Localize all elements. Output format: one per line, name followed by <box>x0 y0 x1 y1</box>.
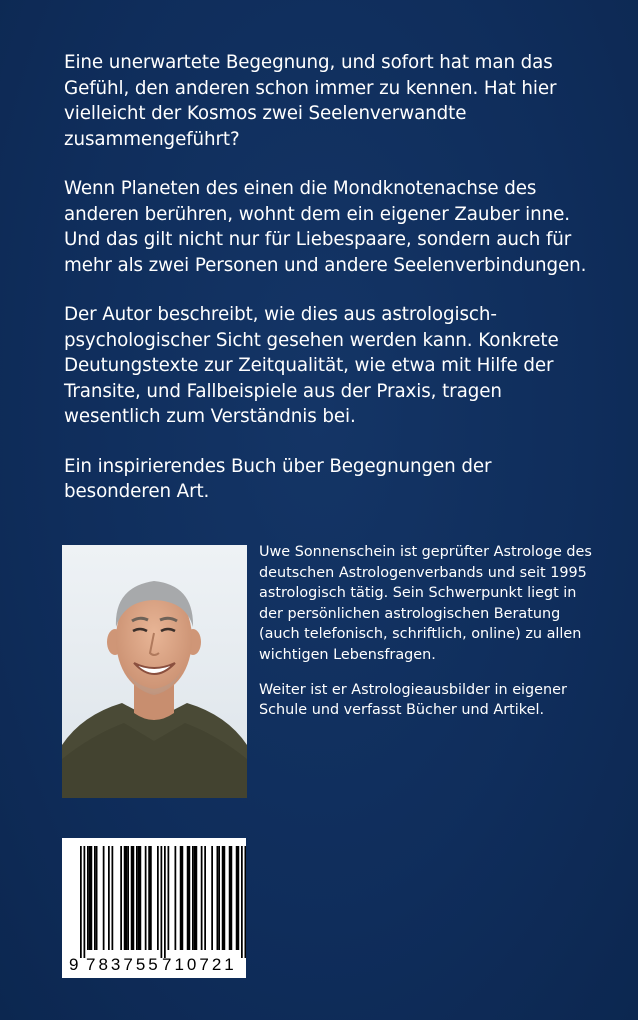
barcode-bar <box>196 846 198 950</box>
barcode-bar <box>89 846 91 950</box>
author-bio <box>259 542 604 735</box>
blurb-paragraph-2: Wenn Planeten des einen die Mondknotenachse des anderen berühren, wohnt dem ein eigener Zauber inne. Und das gilt nicht nur für Liebespaare, sondern auch für mehr als zwei Personen und andere Seelenverbindungen. <box>64 178 587 276</box>
barcode-bar <box>218 846 220 950</box>
barcode-bar <box>189 846 191 950</box>
barcode-bar <box>201 846 203 950</box>
barcode-bar <box>87 846 89 950</box>
barcode-bar <box>84 846 86 958</box>
barcode-bar <box>187 846 189 950</box>
barcode-bar <box>127 846 129 950</box>
barcode-bar <box>150 846 152 950</box>
barcode-graphic <box>62 838 246 978</box>
barcode-bar <box>140 846 142 950</box>
barcode-bar <box>157 846 159 950</box>
barcode-bar <box>217 846 219 950</box>
barcode-bar <box>224 846 226 950</box>
barcode-bar <box>164 846 166 958</box>
barcode-bar <box>222 846 224 950</box>
barcode-bar <box>94 846 96 950</box>
back-cover-blurb <box>64 50 604 529</box>
isbn-barcode <box>62 838 246 978</box>
barcode-bar <box>182 846 184 950</box>
barcode-bar <box>91 846 93 950</box>
barcode-bar <box>136 846 138 950</box>
barcode-bar <box>245 846 247 958</box>
blurb-paragraph-1: Eine unerwartete Begegnung, und sofort hat man das Gefühl, den anderen schon immer zu kennen. Hat hier vielleicht der Kosmos zwei Seelenverwandte zusammengeführt? <box>64 52 557 150</box>
isbn-lead-digit: 9 <box>69 955 79 974</box>
barcode-bar <box>133 846 135 950</box>
author-photo <box>62 545 247 798</box>
barcode-bar <box>168 846 170 950</box>
author-portrait-illustration <box>62 545 247 798</box>
barcode-bar <box>103 846 105 950</box>
barcode-bar <box>120 846 122 950</box>
barcode-bar <box>138 846 140 950</box>
author-bio-paragraph-2: Weiter ist er Astrologieausbilder in eigener Schule und verfasst Bücher und Artikel. <box>259 681 567 719</box>
barcode-bar <box>180 846 182 950</box>
barcode-bar <box>211 846 213 950</box>
barcode-bar <box>80 846 82 958</box>
barcode-bar <box>192 846 194 950</box>
barcode-bar <box>175 846 177 950</box>
barcode-bar <box>194 846 196 950</box>
barcode-bar <box>238 846 240 950</box>
barcode-bar <box>145 846 147 950</box>
barcode-bar <box>148 846 150 950</box>
barcode-bar <box>112 846 114 950</box>
barcode-bar <box>96 846 98 950</box>
barcode-bar <box>236 846 238 950</box>
blurb-paragraph-4: Ein inspirierendes Buch über Begegnungen der besonderen Art. <box>64 455 492 502</box>
barcode-bar <box>204 846 206 950</box>
isbn-left-group: 783755 <box>86 955 161 974</box>
author-bio-paragraph-1: Uwe Sonnenschein ist geprüfter Astrologe des deutschen Astrologenverbands und seit 1995 astrologisch tätig. Sein Schwerpunkt liegt in der persönlichen astrologischen Beratung (auch telefonisch, schriftlich, online) zu allen wichtigen Lebensfragen. <box>259 544 592 663</box>
barcode-bar <box>241 846 243 958</box>
barcode-bar <box>131 846 133 950</box>
barcode-bar <box>161 846 163 958</box>
barcode-bar <box>124 846 126 950</box>
isbn-right-group: 710721 <box>162 955 237 974</box>
barcode-bar <box>229 846 231 950</box>
barcode-bar <box>126 846 128 950</box>
blurb-paragraph-3: Der Autor beschreibt, wie dies aus astrologisch-psychologischer Sicht gesehen werden kann. Konkrete Deutungstexte zur Zeitqualität, wie etwa mit Hilfe der Transite, und Fallbeispiele aus der Praxis, tragen wesentlich zum Verständnis bei. <box>64 304 559 427</box>
barcode-bar <box>231 846 233 950</box>
barcode-bar <box>108 846 110 950</box>
